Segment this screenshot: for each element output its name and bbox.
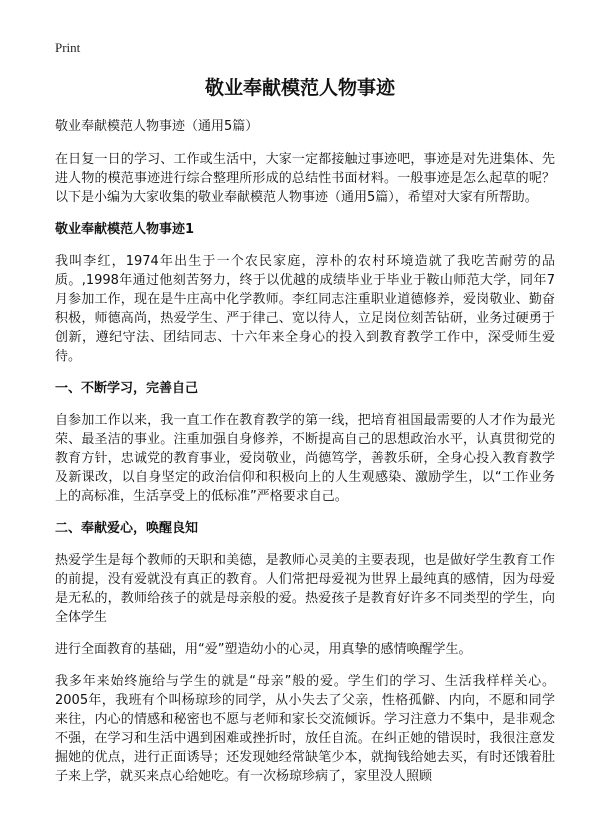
intro-paragraph: 在日复一日的学习、工作或生活中，大家一定都接触过事迹吧，事迹是对先进集体、先进人物的模范事迹进行综合整理所形成的总结性书面材料。一般事迹是怎么起草的呢？以下是小编为大家收集的敬业奉献模范人物事迹（通用5篇），希望对大家有所帮助。 xyxy=(55,152,555,205)
article-subtitle: 敬业奉献模范人物事迹（通用5篇） xyxy=(55,119,259,134)
subsection-heading: 一、不断学习，完善自己 xyxy=(55,381,199,396)
paragraph: 我多年来始终施给与学生的就是“母亲”般的爱。学生们的学习、生活我样样关心。2005年，我班有个叫杨琼珍的同学，从小失去了父亲，性格孤僻、内向，不愿和同学来往，内心的情感和秘密也不愿与老师和家长交流倾诉。学习注意力不集中，是非观念不强，在学习和生活中遇到困难或挫折时，放任自流。在纠正她的错误时，我很注意发掘她的优点，进行正面诱导；还发现她经常缺笔少本，就掏钱给她去买，有时还饿着肚子来上学，就买来点心给她吃。有一次杨琼珍病了，家里没人照顾 xyxy=(55,674,555,784)
paragraph: 自参加工作以来，我一直工作在教育教学的第一线，把培育祖国最需要的人才作为最光荣、最圣洁的事业。注重加强自身修养，不断提高自己的思想政治水平，认真贯彻党的教育方针，忠诚党的教育事业，爱岗敬业，尚德笃学，善教乐研，全身心投入教育教学及新课改，以自身坚定的政治信仰和积极向上的人生观感染、激励学生，以“工作业务上的高标准，生活享受上的低标准”严格要求自己。 xyxy=(55,413,555,504)
section-heading: 敬业奉献模范人物事迹1 xyxy=(55,222,195,237)
paragraph: 进行全面教育的基础，用“爱”塑造幼小的心灵，用真挚的感情唤醒学生。 xyxy=(55,642,472,657)
page-title: 敬业奉献模范人物事迹 xyxy=(204,77,395,99)
subsection-heading: 二、奉献爱心，唤醒良知 xyxy=(55,521,199,536)
print-link[interactable]: Print xyxy=(55,40,81,55)
article-body xyxy=(55,118,555,799)
paragraph: 热爱学生是每个教师的天职和美德，是教师心灵美的主要表现，也是做好学生教育工作的前提，没有爱就没有真正的教育。人们常把母爱视为世界上最纯真的感情，因为母爱是无私的，教师给孩子的就是母亲般的爱。热爱孩子是教育好许多不同类型的学生，向全体学生 xyxy=(55,553,555,625)
paragraph: 我叫李红，1974年出生于一个农民家庭，淳朴的农村环境造就了我吃苦耐劳的品质。,1998年通过他刻苦努力，终于以优越的成绩毕业于毕业于鞍山师范大学，同年7月参加工作，现在是牛庄高中化学教师。李红同志注重职业道德修养，爱岗敬业、勤奋积极，师德高尚，热爱学生、严于律己、宽以待人，立足岗位刻苦钻研，业务过硬勇于创新，遵纪守法、团结同志、十六年来全身心的投入到教育教学工作中，深受师生爱待。 xyxy=(55,254,555,364)
